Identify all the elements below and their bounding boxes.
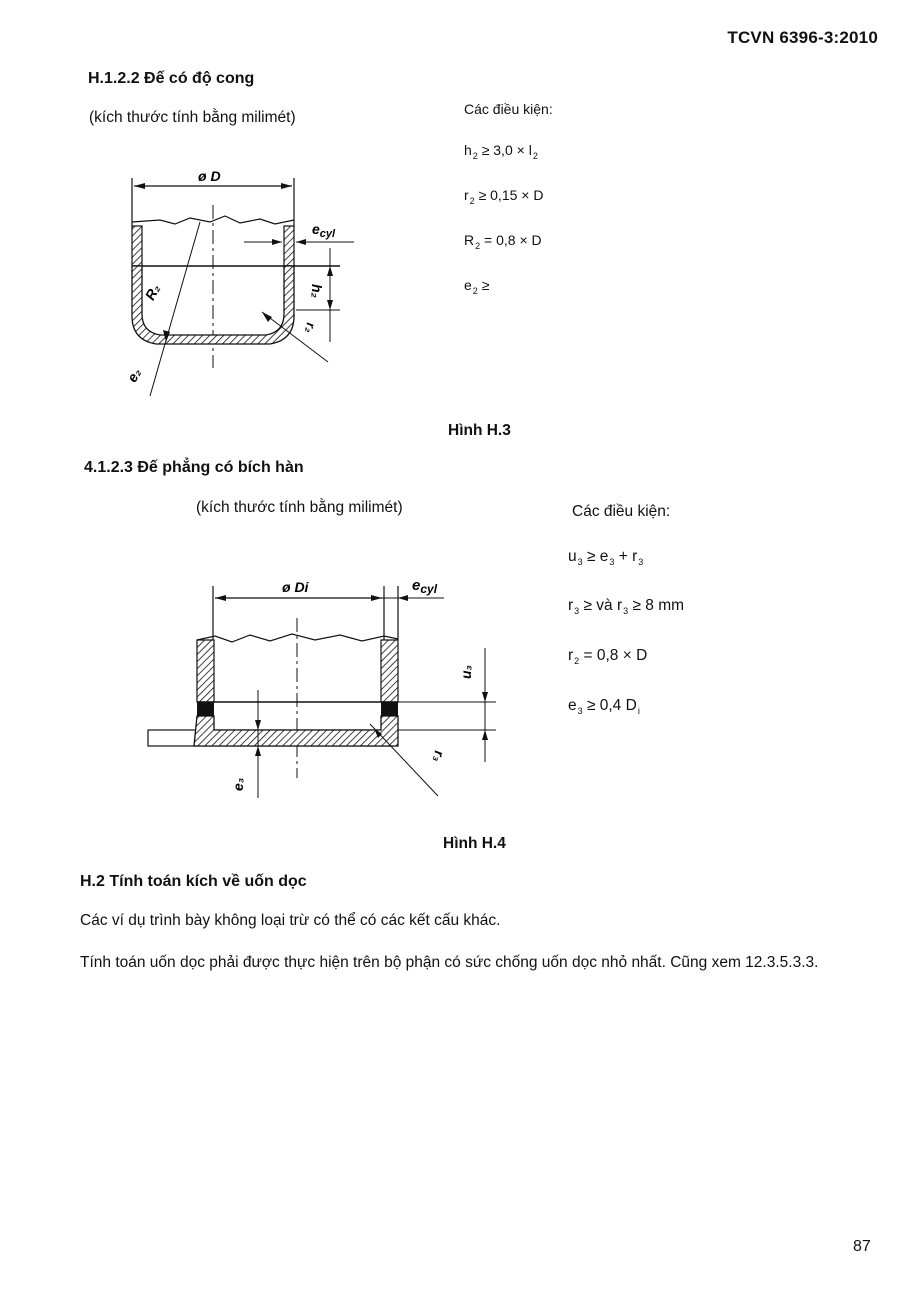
label-ecyl-h4: $e_{cyl}$ [412, 577, 438, 596]
unit-note-4123: (kích thước tính bằng milimét) [196, 499, 403, 516]
condition-4123-2: $r_3$ ≥ và $r_3 \ge 8$ mm [568, 597, 685, 616]
figure-h4-flat-base [0, 540, 898, 820]
condition-h122-3: $R_2 = 0,8 \times D$ [464, 232, 542, 251]
paragraph-2: Tính toán uốn dọc phải được thực hiện trên bộ phận có sức chống uốn dọc nhỏ nhất. Cũng xem 12.3.5.3.3. [80, 954, 819, 971]
unit-note-h122: (kích thước tính bằng milimét) [89, 109, 296, 126]
conditions-title-4123: Các điều kiện: [572, 503, 671, 520]
dim-label-Di: ø Di [282, 579, 309, 595]
condition-h122-1: $h_2 \ge 3,0 \times l_2$ [464, 142, 538, 161]
paragraph-1: Các ví dụ trình bày không loại trừ có thể có các kết cấu khác. [80, 912, 501, 929]
label-e2: e₂ [123, 365, 144, 385]
label-r3: r₃ [430, 749, 448, 764]
condition-4123-4: $e_3 \ge 0,4$ $D_i$ [568, 697, 640, 716]
label-ecyl-h3: $e_{cyl}$ [312, 221, 336, 240]
label-r2: r₂ [302, 321, 319, 335]
figure-caption-h4: Hình H.4 [443, 835, 506, 852]
section-heading-h2: H.2 Tính toán kích về uốn dọc [80, 873, 307, 890]
section-heading-h122: H.1.2.2 Đế có độ cong [88, 70, 255, 87]
label-e3: e₃ [230, 777, 246, 791]
figure-h3-curved-base [0, 0, 898, 430]
conditions-title-h122: Các điều kiện: [464, 101, 553, 117]
document-code: TCVN 6396-3:2010 [727, 28, 878, 47]
label-u3: u₃ [458, 665, 474, 679]
label-h2: h₂ [309, 284, 325, 298]
dim-label-D: ø D [198, 168, 221, 184]
condition-4123-1: $u_3 \ge e_3 + r_3$ [568, 548, 644, 567]
page-number: 87 [853, 1238, 871, 1255]
label-R2: R₂ [141, 281, 164, 303]
condition-h122-4: $e_2$ ≥ [464, 277, 490, 296]
section-heading-4123: 4.1.2.3 Đế phẳng có bích hàn [84, 459, 304, 476]
figure-caption-h3: Hình H.3 [448, 422, 511, 439]
condition-4123-3: $r_2 = 0,8 \times D$ [568, 647, 648, 666]
condition-h122-2: $r_2 \ge 0,15 \times D$ [464, 187, 544, 206]
